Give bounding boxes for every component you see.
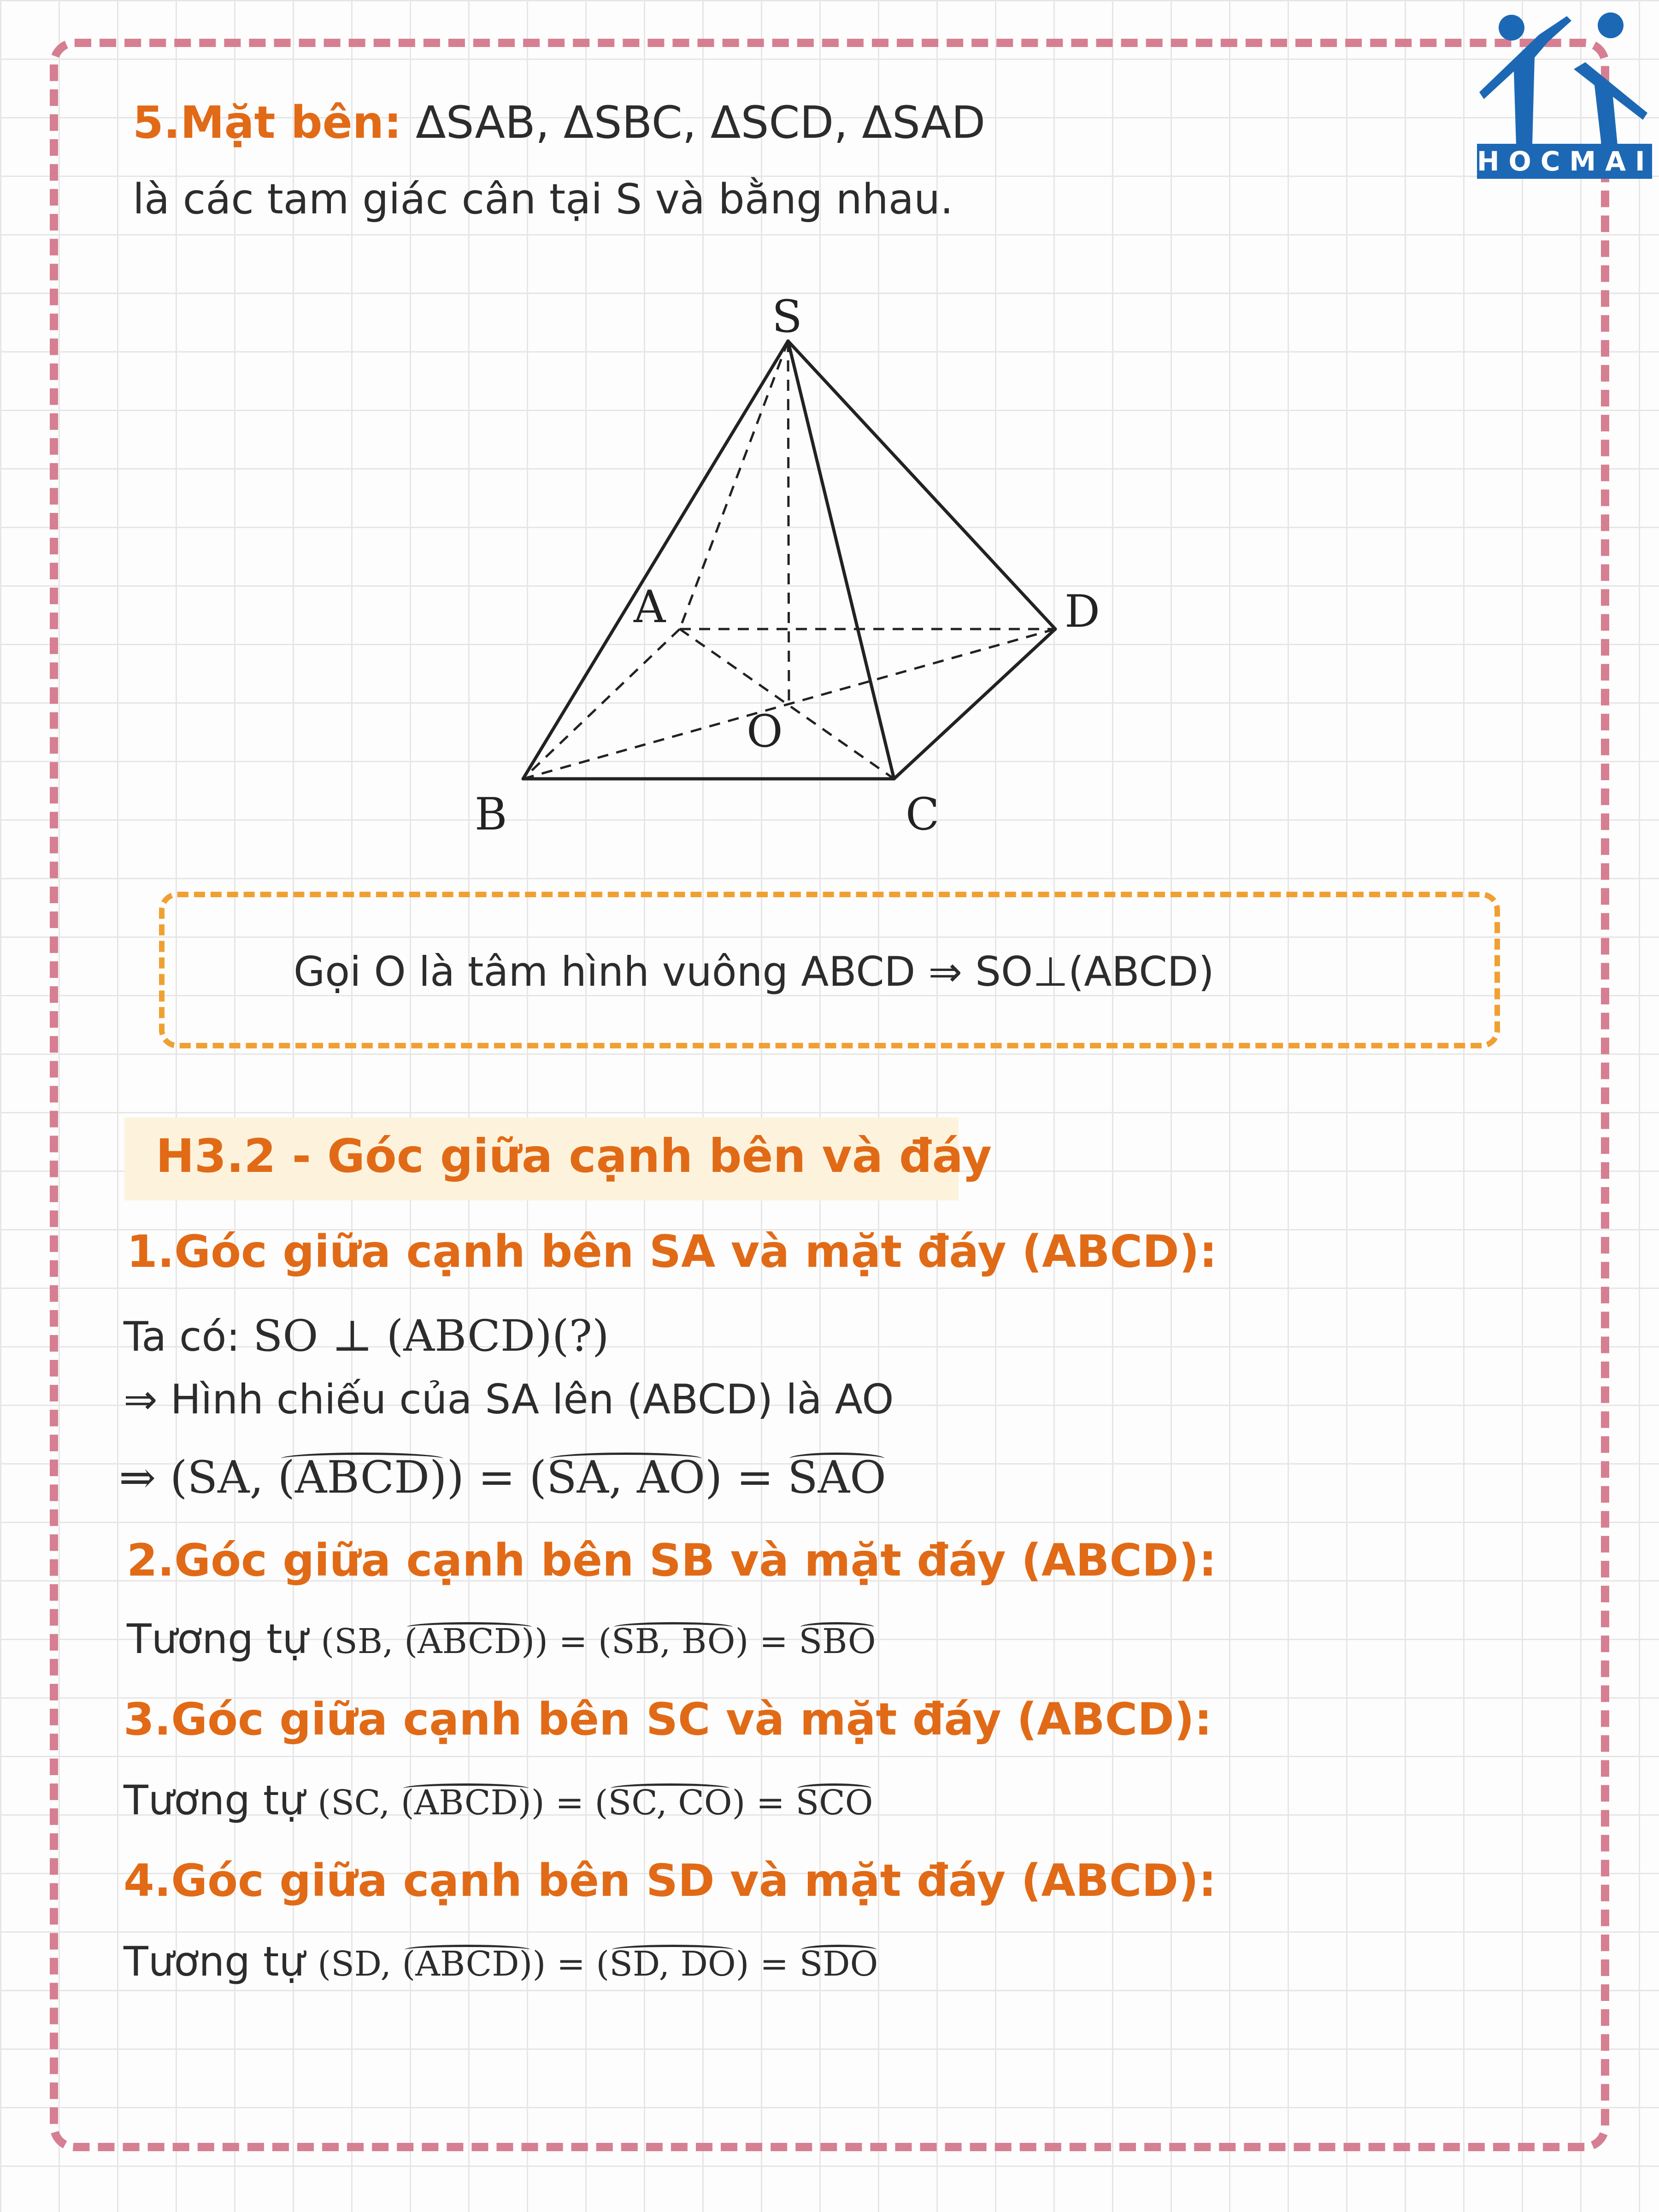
r3-hat1: (ABCD) (400, 1783, 531, 1823)
r2-mid: ) = ( (535, 1622, 612, 1661)
angle-SA-formula (119, 1452, 886, 1503)
label-B: B (475, 788, 507, 840)
section5-desc: là các tam giác cân tại S và bằng nhau. (133, 175, 953, 224)
angle-SD-formula (318, 1944, 878, 1984)
r4-mid: ) = ( (532, 1944, 610, 1984)
section5-label: 5.Mặt bên: (133, 97, 402, 148)
r3-label: Tương tự (124, 1777, 305, 1824)
r4-hat2: SD, DO (609, 1944, 736, 1984)
r2-pre: (SB, (321, 1622, 405, 1661)
label-S: S (772, 291, 802, 342)
item3-heading: 3.Góc giữa cạnh bên SC và mặt đáy (ABCD): (124, 1694, 1212, 1745)
r2-eq: ) = (735, 1622, 799, 1661)
r1-pre: ⇒ (SA, (119, 1452, 278, 1503)
r4-label: Tương tự (124, 1938, 305, 1985)
callout-text: Gọi O là tâm hình vuông ABCD ⇒ SO⊥(ABCD) (294, 948, 1214, 995)
r3-mid: ) = ( (531, 1783, 608, 1823)
r1-hat1: (ABCD) (277, 1452, 447, 1503)
r4-pre: (SD, (318, 1944, 402, 1984)
section5-triangles: ΔSAB, ΔSBC, ΔSCD, ΔSAD (415, 97, 986, 148)
edge-SA (680, 341, 788, 629)
r4-hat1: (ABCD) (402, 1944, 533, 1984)
section-title: H3.2 - Góc giữa cạnh bên và đáy (156, 1129, 992, 1183)
r4-eq: ) = (735, 1944, 800, 1984)
r3-hat3: SCO (795, 1783, 873, 1823)
ta-co-line (124, 1311, 609, 1361)
height-SO (788, 341, 789, 704)
r3-hat2: SC, CO (608, 1783, 732, 1823)
r2-hat2: SB, BO (611, 1622, 735, 1661)
label-C: C (906, 788, 940, 840)
angle-SB-formula (321, 1622, 876, 1661)
projection-line: ⇒ Hình chiếu của SA lên (ABCD) là AO (124, 1376, 894, 1423)
edge-SC (788, 341, 894, 779)
angle-SC-line (124, 1777, 873, 1824)
r1-mid: ) = ( (447, 1452, 547, 1503)
r1-eq: ) = (705, 1452, 788, 1503)
pyramid-figure (438, 281, 1120, 848)
ta-co-math: SO ⊥ (ABCD)(?) (253, 1311, 609, 1361)
section5-line (133, 97, 985, 148)
r3-pre: (SC, (318, 1783, 401, 1823)
r2-hat1: (ABCD) (404, 1622, 535, 1661)
callout-box (159, 892, 1500, 1048)
r2-hat3: SBO (799, 1622, 876, 1661)
item2-heading: 2.Góc giữa cạnh bên SB và mặt đáy (ABCD): (127, 1535, 1217, 1586)
r3-eq: ) = (732, 1783, 796, 1823)
r1-hat2: SA, AO (546, 1452, 706, 1503)
r2-label: Tương tự (127, 1615, 308, 1663)
label-A: A (634, 581, 666, 633)
r1-hat3: SAO (787, 1452, 886, 1503)
angle-SD-line (124, 1938, 878, 1985)
label-O: O (747, 706, 783, 757)
r4-hat3: SDO (799, 1944, 878, 1984)
logo-text: HOCMAI (1477, 144, 1652, 179)
label-D: D (1065, 586, 1100, 637)
angle-SC-formula (318, 1783, 873, 1823)
item4-heading: 4.Góc giữa cạnh bên SD và mặt đáy (ABCD): (124, 1855, 1217, 1906)
edge-SD (788, 341, 1055, 629)
item1-heading: 1.Góc giữa cạnh bên SA và mặt đáy (ABCD): (127, 1226, 1217, 1277)
angle-SB-line (127, 1615, 876, 1663)
ta-co-label: Ta có: (124, 1313, 240, 1360)
